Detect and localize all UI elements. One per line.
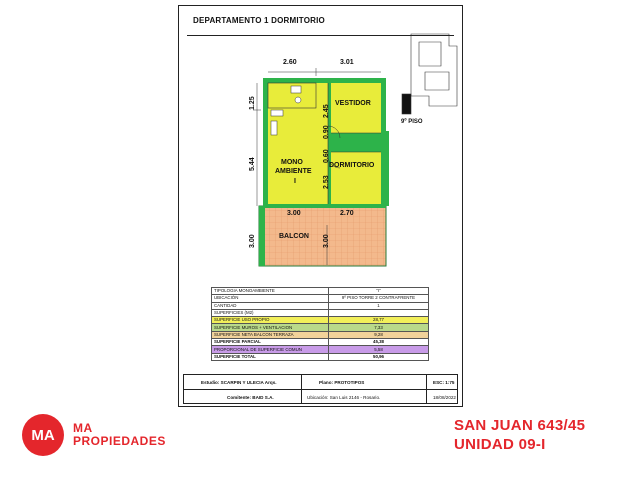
brand-logo	[22, 414, 182, 456]
dim-top-left: 2.60	[283, 59, 297, 66]
table-row	[212, 339, 429, 346]
dim-balcony-right-height: 3.00	[323, 234, 330, 248]
table-cell-label: SUPERFICIE NETA BALCON TERRAZA	[212, 331, 329, 338]
room-label-dormitorio: DORMITORIO	[329, 162, 375, 169]
footer-escala: ESC: 1:75	[433, 380, 455, 385]
table-row	[212, 353, 429, 360]
table-cell-value: 9º PISO TORRE 2 CONTRAFRENTE	[329, 295, 429, 302]
sheet-title: DEPARTAMENTO 1 DORMITORIO	[193, 16, 325, 25]
room-label-vestidor: VESTIDOR	[335, 100, 371, 107]
wall-left	[259, 206, 265, 266]
table-cell-label: CANTIDAD	[212, 302, 329, 309]
dim-mid-a: 0.90	[323, 125, 330, 139]
footer-comitente: Comitente: BAID S.A.	[227, 395, 274, 400]
dim-balcony-left-height: 3.00	[249, 234, 256, 248]
footer-estudio: Estudio: SCARPIN Y ULECIA Arqs.	[201, 380, 277, 385]
table-row	[212, 317, 429, 324]
vestidor-room	[331, 83, 381, 133]
dim-left-top: 1.25	[249, 96, 256, 110]
title-block	[183, 374, 458, 404]
wall-column	[381, 131, 389, 206]
table-row	[212, 295, 429, 302]
footer-ubicacion: Ubicación: San Luis 2146 - Rosario.	[307, 395, 381, 400]
floor-label: 9º PISO	[401, 119, 423, 125]
table-cell-value: 45,38	[329, 339, 429, 346]
bath-fixture	[271, 121, 277, 135]
dim-balcony-left-width: 3.00	[287, 210, 301, 217]
room-label-mono-3: I	[294, 178, 296, 185]
bath-fixture	[291, 86, 301, 93]
dim-left-main: 5.44	[249, 157, 256, 171]
brand-name	[73, 422, 166, 448]
table-row	[212, 346, 429, 353]
table-cell-label: SUPERFICIE USO PROPIO	[212, 317, 329, 324]
table-row	[212, 288, 429, 295]
table-cell-label: SUPERFICIES (M2)	[212, 309, 329, 316]
table-cell-value: 50,96	[329, 353, 429, 360]
table-cell-label: PROPORCIONAL DE SUPERFICIE COMUN	[212, 346, 329, 353]
room-label-balcon: BALCON	[279, 233, 309, 240]
footer-divider	[426, 375, 427, 403]
dim-mid-b: 0.60	[323, 149, 330, 163]
dim-top-right: 3.01	[340, 59, 354, 66]
table-row	[212, 309, 429, 316]
floor-plan-drawing	[179, 6, 464, 286]
dim-vestidor-height: 2.45	[323, 104, 330, 118]
dormitorio-room	[331, 152, 381, 204]
table-cell-value: 5,58	[329, 346, 429, 353]
table-cell-value: 1	[329, 302, 429, 309]
brand-line-2: PROPIEDADES	[73, 434, 166, 448]
table-cell-label: SUPERFICIE MUROS + VENTILACION	[212, 324, 329, 331]
dim-balcony-right-width: 2.70	[340, 210, 354, 217]
table-cell-value: "I"	[329, 288, 429, 295]
surface-table	[211, 287, 429, 361]
table-cell-value: 7,33	[329, 324, 429, 331]
dim-dormitorio-height: 2.53	[323, 175, 330, 189]
table-cell-label: SUPERFICIE PARCIAL	[212, 339, 329, 346]
table-row	[212, 331, 429, 338]
table-row	[212, 302, 429, 309]
brand-circle-logo: MA	[22, 414, 64, 456]
bath-fixture	[271, 110, 283, 116]
address-line-2: UNIDAD 09-I	[454, 436, 546, 453]
table-cell-label: TIPOLOGIA MONOAMBIENTE	[212, 288, 329, 295]
key-plan	[402, 34, 457, 114]
table-cell-label: UBICACIÓN	[212, 295, 329, 302]
floor-plan-sheet	[178, 5, 463, 407]
table-cell-value	[329, 309, 429, 316]
bath-fixture	[295, 97, 301, 103]
footer-fecha: 18/08/2022	[433, 395, 456, 400]
footer-plano: Plano: PROTOTIPOS	[319, 380, 365, 385]
room-label-mono-1: MONO	[281, 159, 303, 166]
property-address	[454, 416, 634, 454]
table-cell-value: 28,77	[329, 317, 429, 324]
brand-line-1: MA	[73, 421, 93, 435]
table-cell-value: 9,28	[329, 331, 429, 338]
address-line-1: SAN JUAN 643/45	[454, 417, 586, 434]
room-label-mono-2: AMBIENTE	[275, 168, 312, 175]
table-row	[212, 324, 429, 331]
footer-divider	[301, 375, 302, 403]
floor-plan	[179, 6, 464, 286]
table-cell-label: SUPERFICIE TOTAL	[212, 353, 329, 360]
